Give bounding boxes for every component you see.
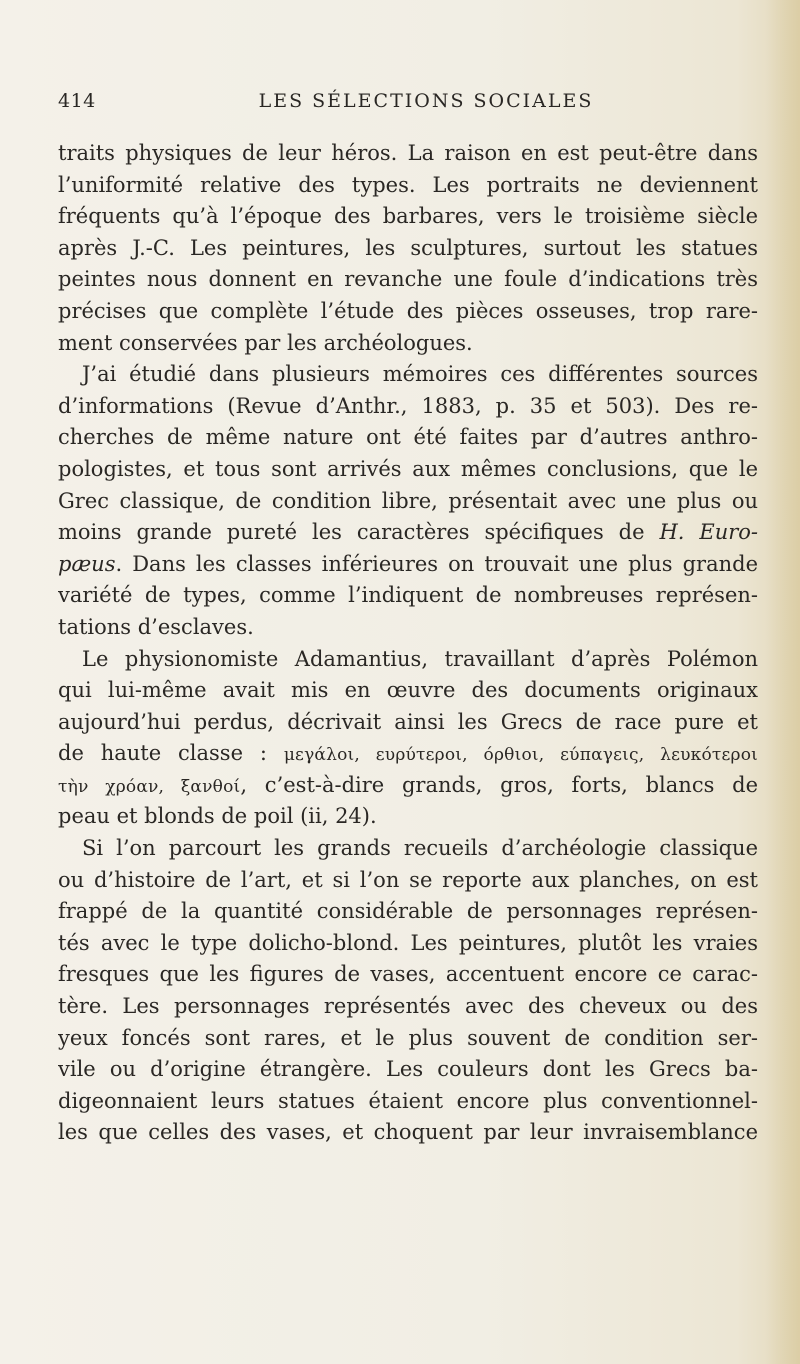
- text-line: tations d’esclaves.: [58, 614, 254, 639]
- text-line: qui lui-même avait mis en œuvre des documents originaux: [58, 678, 758, 703]
- text-line: fresques que les figures de vases, accentuent encore ce carac-: [58, 962, 758, 987]
- text-line: yeux foncés sont rares, et le plus souvent de condition ser-: [58, 1025, 758, 1050]
- text-line: [58, 517, 758, 549]
- taxon-name: H. Euro-: [659, 520, 758, 545]
- text-line: aujourd’hui perdus, décrivait ainsi les Grecs de race pure et: [58, 709, 758, 734]
- text-line: Si l’on parcourt les grands recueils d’archéologie classique: [82, 836, 758, 861]
- text-line: traits physiques de leur héros. La raison en est peut-être dans: [58, 141, 758, 165]
- body-text: [58, 138, 758, 1149]
- text-line: fréquents qu’à l’époque des barbares, vers le troisième siècle: [58, 204, 758, 229]
- text-line: variété de types, comme l’indiquent de nombreuses représen-: [58, 583, 758, 608]
- text-line: Grec classique, de condition libre, présentait avec une plus ou: [58, 488, 758, 513]
- text-line: cherches de même nature ont été faites par d’autres anthro-: [58, 425, 758, 450]
- text-line: ment conservées par les archéologues.: [58, 330, 473, 355]
- page-header: [58, 90, 758, 120]
- taxon-name: pæus: [58, 551, 116, 576]
- greek-quote: τὴν χρόαν, ξανθοί: [58, 776, 241, 797]
- greek-quote: μεγάλοι, ευρύτεροι, όρθιοι, εύπαγεις, λευκότεροι: [283, 745, 758, 766]
- text-line: peintes nous donnent en revanche une foule d’indications très: [58, 267, 758, 292]
- text-line: [58, 770, 758, 802]
- text-line: les que celles des vases, et choquent par leur invraisemblance: [58, 1120, 758, 1145]
- text-line: Le physionomiste Adamantius, travaillant d’après Polémon: [82, 646, 758, 671]
- line-segment: de haute classe :: [58, 741, 284, 766]
- text-line: [58, 738, 758, 770]
- text-line: J’ai étudié dans plusieurs mémoires ces différentes sources: [82, 362, 758, 387]
- running-title: LES SÉLECTIONS SOCIALES: [258, 90, 594, 112]
- text-line: pologistes, et tous sont arrivés aux mêmes conclusions, que le: [58, 456, 758, 481]
- text-line: digeonnaient leurs statues étaient encore plus conventionnel-: [58, 1088, 758, 1113]
- line-segment: . Dans les classes inférieures on trouvait une plus grande: [115, 551, 758, 576]
- text-line: tés avec le type dolicho-blond. Les peintures, plutôt les vraies: [58, 930, 758, 955]
- page-edge-shading: [766, 0, 800, 1364]
- text-line: tère. Les personnages représentés avec des cheveux ou des: [58, 994, 758, 1019]
- text-line: précises que complète l’étude des pièces osseuses, trop rare-: [58, 298, 758, 323]
- text-line: [58, 549, 758, 581]
- text-line: peau et blonds de poil (ii, 24).: [58, 804, 377, 829]
- text-line: ou d’histoire de l’art, et si l’on se reporte aux planches, on est: [58, 867, 758, 892]
- text-line: après J.-C. Les peintures, les sculptures, surtout les statues: [58, 235, 758, 260]
- text-line: d’informations (Revue d’Anthr., 1883, p. 35 et 503). Des re-: [58, 393, 758, 418]
- text-line: frappé de la quantité considérable de personnages représen-: [58, 899, 758, 924]
- page-number: 414: [58, 90, 96, 112]
- text-line: vile ou d’origine étrangère. Les couleurs dont les Grecs ba-: [58, 1057, 758, 1082]
- text-line: l’uniformité relative des types. Les portraits ne deviennent: [58, 172, 758, 197]
- line-segment: , c’est-à-dire grands, gros, forts, blancs de: [240, 772, 758, 797]
- line-segment: moins grande pureté les caractères spécifiques de: [58, 520, 660, 545]
